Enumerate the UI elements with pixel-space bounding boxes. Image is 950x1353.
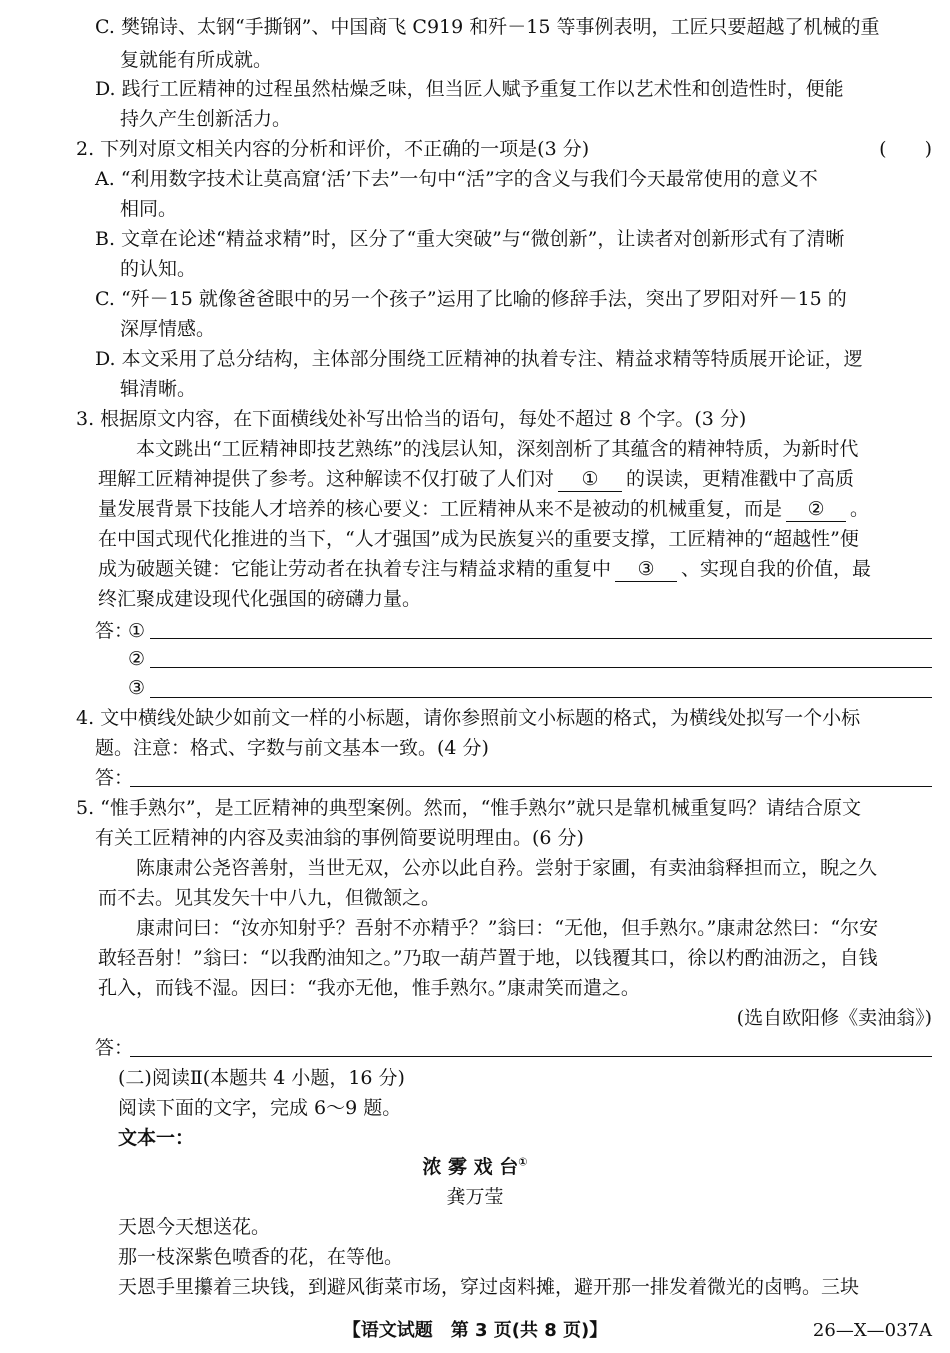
- q3-answer-label: 答：: [95, 620, 134, 642]
- q3-answer-num-3: ③: [128, 677, 146, 699]
- q5-stem-cont: 有关工匠精神的内容及卖油翁的事例简要说明理由。(6 分): [95, 827, 584, 849]
- q2-answer-paren[interactable]: ( ): [879, 138, 932, 160]
- text-one-label: 文本一：: [118, 1127, 195, 1149]
- q3-blank-3[interactable]: ③: [615, 557, 677, 582]
- q2-option-d: D. 本文采用了总分结构，主体部分围绕工匠精神的执着专注、精益求精等特质展开论证，逻: [95, 348, 863, 370]
- q5-excerpt-p2-line1: 康肃问曰：“汝亦知射乎？吾射不亦精乎？”翁曰：“无他，但手熟尔。”康肃忿然曰：“尔安: [136, 917, 879, 939]
- q3-blank-2[interactable]: ②: [786, 497, 846, 522]
- section2-heading: (二)阅读Ⅱ(本题共 4 小题，16 分): [118, 1067, 405, 1089]
- q3-answer-num-2: ②: [128, 648, 146, 670]
- q4-stem: 4. 文中横线处缺少如前文一样的小标题，请你参照前文小标题的格式，为横线处拟写一个小标: [76, 707, 861, 729]
- q2-option-c: C. “歼－15 就像爸爸眼中的另一个孩子”运用了比喻的修辞手法，突出了罗阳对歼－15 的: [95, 288, 847, 310]
- q2-option-b-cont: 的认知。: [120, 258, 197, 280]
- q1-option-d-cont: 持久产生创新活力。: [120, 108, 292, 130]
- exam-code: 26—X—037A: [812, 1320, 932, 1341]
- q3-passage-line1: 本文跳出“工匠精神即技艺熟练”的浅层认知，深刻剖析了其蕴含的精神特质，为新时代: [136, 438, 859, 460]
- q2-stem: 2. 下列对原文相关内容的分析和评价，不正确的一项是(3 分): [76, 138, 590, 160]
- q3-answer-num-1: ①: [128, 620, 146, 642]
- q2-option-a-cont: 相同。: [120, 198, 178, 220]
- q4-answer-label: 答：: [95, 767, 134, 789]
- q4-stem-cont: 题。注意：格式、字数与前文基本一致。(4 分): [95, 737, 489, 759]
- q1-option-d: D. 践行工匠精神的过程虽然枯燥乏味，但当匠人赋予重复工作以艺术性和创造性时，便能: [95, 78, 844, 100]
- q3-answer-line-2[interactable]: [150, 667, 932, 668]
- q3-passage-line5: 成为破题关键：它能让劳动者在执着专注与精益求精的重复中 ③ 、实现自我的价值，最: [98, 558, 872, 580]
- q3-blank-1[interactable]: ①: [558, 467, 622, 492]
- q5-answer-line[interactable]: [130, 1056, 932, 1057]
- q2-option-c-cont: 深厚情感。: [120, 318, 216, 340]
- q3-passage-line6: 终汇聚成建设现代化强国的磅礴力量。: [98, 588, 422, 610]
- story-line-2: 那一枝深紫色喷香的花，在等他。: [118, 1246, 404, 1268]
- q5-excerpt-p2-line2: 敢轻吾射！”翁曰：“以我酌油知之。”乃取一葫芦置于地，以钱覆其口，徐以杓酌油沥之，自钱: [98, 947, 878, 969]
- q3-answer-line-1[interactable]: [150, 638, 932, 639]
- q5-stem: 5. “惟手熟尔”，是工匠精神的典型案例。然而，“惟手熟尔”就只是靠机械重复吗？请结合原文: [76, 797, 862, 819]
- page-footer: 【语文试题 第 3 页(共 8 页)】: [342, 1320, 608, 1341]
- q3-passage-line4: 在中国式现代化推进的当下，“人才强国”成为民族复兴的重要支撑，工匠精神的“超越性”便: [98, 528, 859, 550]
- story-line-1: 天恩今天想送花。: [118, 1216, 271, 1238]
- story-line-3: 天恩手里攥着三块钱，到避风街菜市场，穿过卤料摊，避开那一排发着微光的卤鸭。三块: [118, 1276, 860, 1298]
- q1-option-c: C. 樊锦诗、太钢“手撕钢”、中国商飞 C919 和歼－15 等事例表明，工匠只要超越了机械的重: [95, 16, 880, 38]
- q3-passage-line2: 理解工匠精神提供了参考。这种解读不仅打破了人们对 ① 的误读，更精准戳中了高质: [98, 468, 855, 490]
- q2-option-b: B. 文章在论述“精益求精”时，区分了“重大突破”与“微创新”，让读者对创新形式有了清晰: [95, 228, 845, 250]
- q2-option-a: A. “利用数字技术让莫高窟‘活’下去”一句中“活”字的含义与我们今天最常使用的意义不: [95, 168, 818, 190]
- q5-source: (选自欧阳修《卖油翁》): [736, 1007, 932, 1029]
- story-title: 浓 雾 戏 台①: [422, 1155, 528, 1178]
- q5-excerpt-p1-line2: 而不去。见其发矢十中八九，但微颔之。: [98, 887, 441, 909]
- q2-option-d-cont: 辑清晰。: [120, 378, 197, 400]
- q5-answer-label: 答：: [95, 1037, 134, 1059]
- q3-passage-line3: 量发展背景下技能人才培养的核心要义：工匠精神从来不是被动的机械重复，而是 ② 。: [98, 498, 870, 520]
- section2-instruction: 阅读下面的文字，完成 6～9 题。: [118, 1097, 402, 1119]
- story-author: 龚万莹: [446, 1186, 504, 1208]
- q5-excerpt-p2-line3: 孔入，而钱不湿。因曰：“我亦无他，惟手熟尔。”康肃笑而遣之。: [98, 977, 640, 999]
- q5-excerpt-p1-line1: 陈康肃公尧咨善射，当世无双，公亦以此自矜。尝射于家圃，有卖油翁释担而立，睨之久: [136, 857, 878, 879]
- q3-answer-line-3[interactable]: [150, 697, 932, 698]
- q1-option-c-cont: 复就能有所成就。: [120, 49, 273, 71]
- q3-stem: 3. 根据原文内容，在下面横线处补写出恰当的语句，每处不超过 8 个字。(3 分): [76, 408, 747, 430]
- title-footnote-mark: ①: [518, 1155, 528, 1169]
- q4-answer-line[interactable]: [130, 786, 932, 787]
